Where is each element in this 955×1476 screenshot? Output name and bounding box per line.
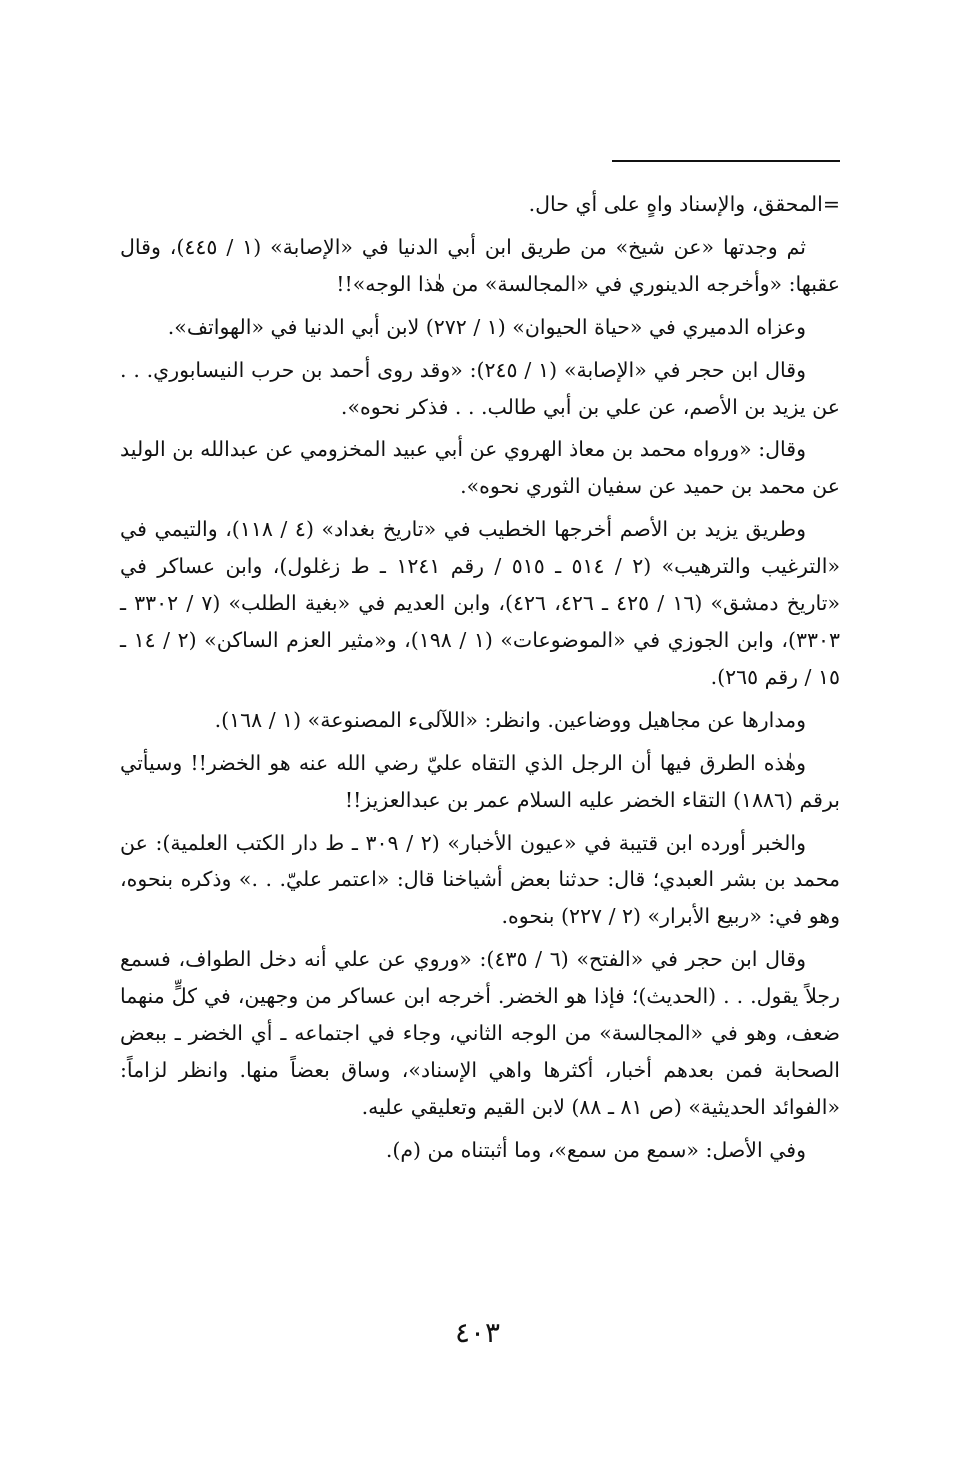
footnote-paragraph: وعزاه الدميري في «حياة الحيوان» (١ / ٢٧٢) لابن أبي الدنيا في «الهواتف». — [167, 314, 806, 339]
footnote-paragraph: وهٰذه الطرق فيها أن الرجل الذي التقاه عليّ رضي الله عنه هو الخضر!! وسيأتي برقم (١٨٨٦) التقاء الخضر عليه السلام عمر بن عبدالعزيز!! — [120, 750, 840, 812]
footnote-paragraph: ومدارها عن مجاهيل ووضاعين. وانظر: «اللآلىء المصنوعة» (١ / ١٦٨). — [214, 707, 806, 732]
footnote-paragraph: والخبر أورده ابن قتيبة في «عيون الأخبار» (٢ / ٣٠٩ ـ ط دار الكتب العلمية): عن محمد بن بشر العبدي؛ قال: حدثنا بعض أشياخنا قال: «اعتمر عليّ. . .» وذكره بنحوه، وهو في: «ربيع الأبرار» (٢ / ٢٢٧) بنحوه. — [120, 830, 840, 929]
footnote-paragraph: وفي الأصل: «سمع من سمع»، وما أثبتناه من (م). — [385, 1137, 806, 1162]
footnote-separator-line — [612, 160, 840, 162]
footnote-paragraph: وطريق يزيد بن الأصم أخرجها الخطيب في «تاريخ بغداد» (٤ / ١١٨)، والتيمي في «الترغيب والترهيب» (٢ / ٥١٤ ـ ٥١٥ / رقم ١٢٤١ ـ ط زغلول)، وابن عساكر في «تاريخ دمشق» (١٦ / ٤٢٥ ـ ٤٢٦، ٤٢٦)، وابن العديم في «بغية الطلب» (٧ / ٣٣٠٢ ـ ٣٣٠٣)، وابن الجوزي في «الموضوعات» (١ / ١٩٨)، و«مثير العزم الساكن» (٢ / ١٤ ـ ١٥ / رقم ٢٦٥). — [120, 517, 840, 689]
footnote-paragraph: ثم وجدتها «عن شيخ» من طريق ابن أبي الدنيا في «الإصابة» (١ / ٤٤٥)، وقال عقبها: «وأخرجه الدينوري في «المجالسة» من هٰذا الوجه»!! — [120, 234, 840, 296]
footnote-paragraph: وقال ابن حجر في «الإصابة» (١ / ٢٤٥): «وقد روى أحمد بن حرب النيسابوري. . . عن يزيد بن الأصم، عن علي بن أبي طالب. . . فذكر نحوه». — [120, 357, 840, 419]
footnote-paragraph: وقال ابن حجر في «الفتح» (٦ / ٤٣٥): «وروي عن علي أنه دخل الطواف، فسمع رجلاً يقول. . . (الحديث)؛ فإذا هو الخضر. أخرجه ابن عساكر من وجهين، في كلٍّ منهما ضعف، وهو في «المجالسة» من الوجه الثاني، وجاء في اجتماعه ـ أي الخضر ـ ببعض الصحابة فمن بعدهم أخبار، أكثرها واهي الإسناد»، وساق بعضاً منها. وانظر لزاماً: «الفوائد الحديثية» (ص ٨١ ـ ٨٨) لابن القيم وتعليقي عليه. — [120, 947, 840, 1119]
footnotes-block — [120, 186, 840, 1169]
footnote-paragraph: وقال: «ورواه محمد بن معاذ الهروي عن أبي عبيد المخزومي عن عبدالله بن الوليد عن محمد بن حميد عن سفيان الثوري نحوه». — [120, 437, 840, 499]
page-number: ٤٠٣ — [454, 1316, 501, 1349]
footnote-continuation: =المحقق، والإسناد واهٍ على أي حال. — [528, 192, 840, 216]
